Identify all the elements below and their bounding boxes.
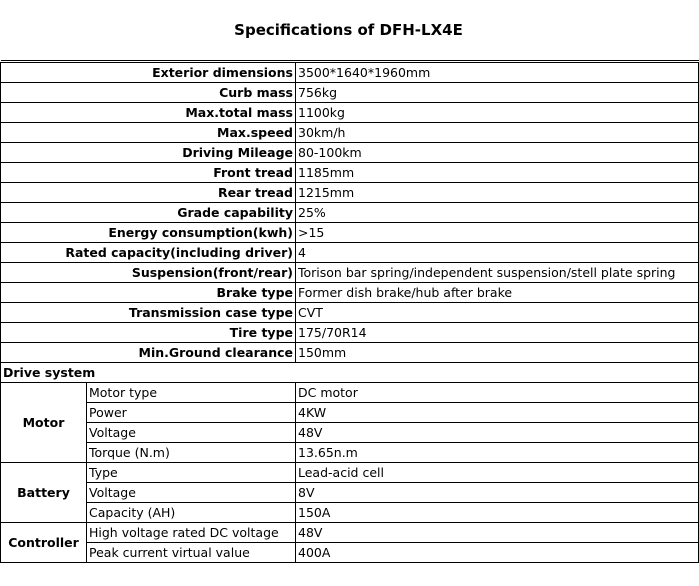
group-label-battery: Battery: [1, 463, 87, 523]
sub-spec-label: Torque (N.m): [87, 443, 296, 463]
sub-spec-label: Power: [87, 403, 296, 423]
sub-spec-label: Voltage: [87, 483, 296, 503]
spec-row: [1, 223, 699, 243]
spec-label: Curb mass: [1, 83, 296, 103]
spec-row: [1, 83, 699, 103]
sub-spec-value: 8V: [296, 483, 699, 503]
motor-row: [1, 383, 699, 403]
spec-label: Exterior dimensions: [1, 63, 296, 83]
spec-label: Suspension(front/rear): [1, 263, 296, 283]
spec-label: Driving Mileage: [1, 143, 296, 163]
controller-row: [1, 523, 699, 543]
motor-row: [1, 423, 699, 443]
spec-label: Rated capacity(including driver): [1, 243, 296, 263]
section-heading-drive-system: Drive system: [1, 363, 699, 383]
spec-row: [1, 103, 699, 123]
spec-label: Grade capability: [1, 203, 296, 223]
sub-spec-value: 48V: [296, 523, 699, 543]
sub-spec-value: DC motor: [296, 383, 699, 403]
spec-row: [1, 143, 699, 163]
motor-row: [1, 443, 699, 463]
spec-value: 756kg: [296, 83, 699, 103]
battery-row: [1, 503, 699, 523]
sub-spec-label: Capacity (AH): [87, 503, 296, 523]
spec-row: [1, 63, 699, 83]
spec-value: 3500*1640*1960mm: [296, 63, 699, 83]
spec-value: 80-100km: [296, 143, 699, 163]
spec-row: [1, 163, 699, 183]
battery-row: [1, 483, 699, 503]
spec-value: 25%: [296, 203, 699, 223]
spec-label: Rear tread: [1, 183, 296, 203]
spec-row: [1, 123, 699, 143]
spec-label: Max.total mass: [1, 103, 296, 123]
spec-row: [1, 263, 699, 283]
sub-spec-label: Motor type: [87, 383, 296, 403]
spec-label: Brake type: [1, 283, 296, 303]
sub-spec-label: Voltage: [87, 423, 296, 443]
spec-label: Transmission case type: [1, 303, 296, 323]
sub-spec-label: Peak current virtual value: [87, 543, 296, 563]
sub-spec-value: 4KW: [296, 403, 699, 423]
sub-spec-value: 48V: [296, 423, 699, 443]
spec-value: CVT: [296, 303, 699, 323]
sub-spec-value: Lead-acid cell: [296, 463, 699, 483]
spec-row: [1, 183, 699, 203]
spec-row: [1, 203, 699, 223]
spec-row: [1, 303, 699, 323]
spec-value: 1215mm: [296, 183, 699, 203]
sub-spec-value: 150A: [296, 503, 699, 523]
spec-row: [1, 343, 699, 363]
sub-spec-value: 13.65n.m: [296, 443, 699, 463]
spec-label: Min.Ground clearance: [1, 343, 296, 363]
spec-value: 1185mm: [296, 163, 699, 183]
section-row: [1, 363, 699, 383]
spec-value: 1100kg: [296, 103, 699, 123]
sub-spec-value: 400A: [296, 543, 699, 563]
motor-row: [1, 403, 699, 423]
sub-spec-label: High voltage rated DC voltage: [87, 523, 296, 543]
battery-row: [1, 463, 699, 483]
spec-label: Tire type: [1, 323, 296, 343]
group-label-controller: Controller: [1, 523, 87, 563]
spec-value: 4: [296, 243, 699, 263]
spec-value: Torison bar spring/independent suspension/stell plate spring: [296, 263, 699, 283]
spec-row: [1, 323, 699, 343]
spec-label: Front tread: [1, 163, 296, 183]
spec-value: 150mm: [296, 343, 699, 363]
spec-value: Former dish brake/hub after brake: [296, 283, 699, 303]
spec-value: 30km/h: [296, 123, 699, 143]
page-title: Specifications of DFH-LX4E: [1, 0, 699, 61]
controller-row: [1, 543, 699, 563]
spec-label: Energy consumption(kwh): [1, 223, 296, 243]
spec-row: [1, 243, 699, 263]
spec-value: 175/70R14: [296, 323, 699, 343]
title-row: [1, 0, 699, 61]
sub-spec-label: Type: [87, 463, 296, 483]
group-label-motor: Motor: [1, 383, 87, 463]
spec-value: >15: [296, 223, 699, 243]
spec-label: Max.speed: [1, 123, 296, 143]
spec-row: [1, 283, 699, 303]
